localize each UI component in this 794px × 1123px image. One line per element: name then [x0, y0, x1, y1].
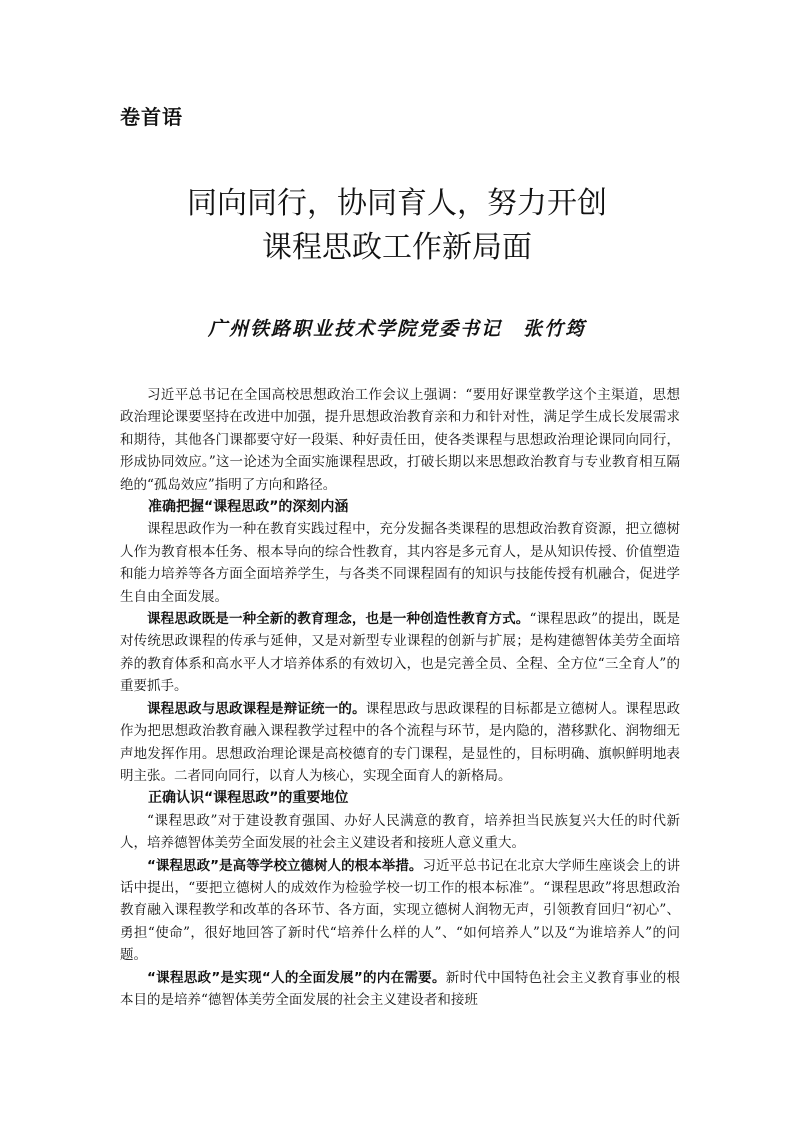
paragraph-4-text: 课程思政与思政课程的目标都是立德树人。课程思政作为把思想政治教育融入课程教学过程中的各个流程与环节，是内隐的，潜移默化、润物细无声地发挥作用。思想政治理论课是高校德育的专门课程，是显性的，目标明确、旗帜鲜明地表明主张。二者同向同行，以育人为核心，实现全面育人的新格局。	[120, 700, 681, 784]
paragraph-4-lead: 课程思政与思政课程是辩证统一的。	[147, 700, 366, 717]
paragraph-7	[120, 967, 680, 1012]
article-title-line-2: 课程思政工作新局面	[262, 230, 532, 265]
article-title-line-1: 同向同行，协同育人，努力开创	[187, 186, 607, 221]
article-body	[120, 384, 680, 1011]
paragraph-3	[120, 608, 680, 698]
heading-section-1: 准确把握“课程思政”的深刻内涵	[148, 499, 349, 516]
paragraph-7-text: 新时代中国特色社会主义教育事业的根本目的是培养“德智体美劳全面发展的社会主义建设者和接班	[120, 969, 680, 1008]
author-byline: 广州铁路职业技术学院党委书记 张竹筠	[207, 318, 586, 340]
paragraph-3-text: “课程思政”的提出，既是对传统思政课程的传承与延伸，又是对新型专业课程的创新与扩展；是构建德智体美劳全面培养的教育体系和高水平人才培养体系的有效切入，也是完善全员、全程、全方位“三全育人”的重要抓手。	[120, 611, 681, 695]
paragraph-3-lead: 课程思政既是一种全新的教育理念，也是一种创造性教育方式。	[147, 611, 530, 628]
paragraph-2: 课程思政作为一种在教育实践过程中，充分发掘各类课程的思想政治教育资源，把立德树人作为教育根本任务、根本导向的综合性教育，其内容是多元育人，是从知识传授、价值塑造和能力培养等各方面全面培养学生，与各类不同课程固有的知识与技能传授有机融合，促进学生自由全面发展。	[120, 521, 680, 605]
paragraph-6-text: 习近平总书记在北京大学师生座谈会上的讲话中提出，“要把立德树人的成效作为检验学校一切工作的根本标准”。“课程思政”将思想政治教育融入课程教学和改革的各环节、各方面，实现立德树人润物无声，引领教育回归“初心”、勇担“使命”，很好地回答了新时代“培养什么样的人”、“如何培养人”以及“为谁培养人”的问题。	[120, 857, 681, 964]
paragraph-6-lead: “课程思政”是高等学校立德树人的根本举措。	[147, 857, 423, 874]
paragraph-5: “课程思政”对于建设教育强国、办好人民满意的教育，培养担当民族复兴大任的时代新人，培养德智体美劳全面发展的社会主义建设者和接班人意义重大。	[120, 812, 680, 852]
heading-section-2: 正确认识“课程思政”的重要地位	[148, 790, 349, 807]
paragraph-6	[120, 855, 680, 967]
paragraph-7-lead: “课程思政”是实现“人的全面发展”的内在需要。	[147, 969, 446, 986]
section-label: 卷首语	[120, 105, 183, 129]
paragraph-4	[120, 698, 680, 788]
paragraph-intro: 习近平总书记在全国高校思想政治工作会议上强调：“要用好课堂教学这个主渠道，思想政治理论课要坚持在改进中加强，提升思想政治教育亲和力和针对性，满足学生成长发展需求和期待，其他各门课都要守好一段渠、种好责任田，使各类课程与思想政治理论课同向同行，形成协同效应。”这一论述为全面实施课程思政，打破长期以来思想政治教育与专业教育相互隔绝的“孤岛效应”指明了方向和路径。	[120, 387, 680, 493]
